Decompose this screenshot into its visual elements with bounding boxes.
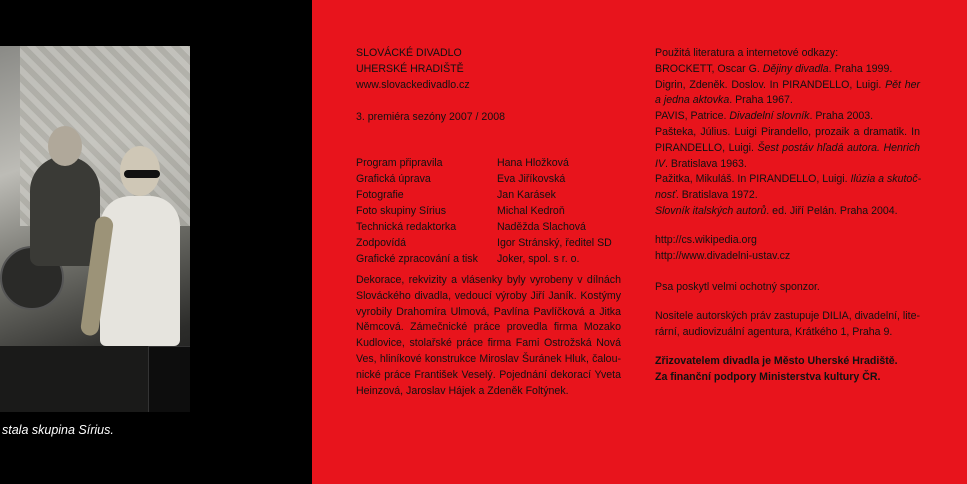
rights-line: rární, audiovizuální agentura, Krátkého 1, Praha 9. <box>655 325 893 338</box>
credit-name: Michal Kedroň <box>497 205 565 217</box>
credit-name: Joker, spol. s r. o. <box>497 253 580 265</box>
credit-role: Zodpovídá <box>356 237 407 249</box>
paragraph-line: Kudlovice, stolařské práce firma Fami Ostrožská Nová <box>356 337 621 350</box>
credit-name: Igor Stránský, ředitel SD <box>497 237 612 249</box>
rights-note <box>655 309 920 341</box>
literature-item: BROCKETT, Oscar G. Dějiny divadla. Praha 1999. <box>655 62 893 75</box>
credit-name: Jan Karásek <box>497 189 556 201</box>
credit-role: Grafická úprava <box>356 173 431 185</box>
literature-item: IV. Bratislava 1963. <box>655 157 747 170</box>
credit-name: Eva Jiříkovská <box>497 173 566 185</box>
literature-item: PAVIS, Patrice. Divadelní slovník. Praha 2003. <box>655 110 874 123</box>
link-wikipedia[interactable]: http://cs.wikipedia.org <box>655 234 757 246</box>
amplifier <box>148 346 190 412</box>
credit-role: Technická redaktorka <box>356 221 457 233</box>
paragraph-line: Slováckého divadla, vedoucí výroby Jiří Janík. Kostýmy <box>356 289 621 302</box>
band-photo <box>0 46 190 412</box>
literature-item: nosť. Bratislava 1972. <box>655 189 758 202</box>
paragraph-line: Němcová. Zámečnické práce provedla firma Mozako <box>356 321 621 334</box>
credit-name: Hana Hložková <box>497 157 569 169</box>
credit-role: Grafické zpracování a tisk <box>356 253 478 265</box>
credit-role: Foto skupiny Sírius <box>356 205 447 217</box>
literature-item: Pažitka, Mikuláš. In PIRANDELLO, Luigi. Ilúzia a skutoč- <box>655 173 922 186</box>
literature-item: Slovník italských autorů. ed. Jiří Pelán. Praha 2004. <box>655 204 898 217</box>
sponsor-note: Psa poskytl velmi ochotný sponzor. <box>655 281 820 293</box>
founder-note <box>655 354 920 386</box>
photo-caption: stala skupina Sírius. <box>2 423 114 437</box>
literature-heading: Použitá literatura a internetové odkazy: <box>655 47 839 59</box>
founder-line: Zřizovatelem divadla je Město Uherské Hradiště. <box>655 355 898 367</box>
literature-item: Pašteka, Július. Luigi Pirandello, prozaik a dramatik. In <box>655 125 920 138</box>
theatre-city: UHERSKÉ HRADIŠTĚ <box>356 63 464 75</box>
paragraph-line: Heinzová, Jaroslav Hájek a Zdeněk Foltýnek. <box>356 384 569 397</box>
paragraph-line: nické práce František Veselý. Pojednání dekorací Yveta <box>356 368 621 381</box>
credit-role: Program připravila <box>356 157 443 169</box>
production-paragraph <box>356 273 621 399</box>
premiere-line: 3. premiéra sezóny 2007 / 2008 <box>356 111 505 123</box>
paragraph-line: Ves, hliníkové konstrukce Miroslav Šuránek Hluk, čalou- <box>356 352 621 365</box>
link-divadelni-ustav[interactable]: http://www.divadelni-ustav.cz <box>655 250 791 262</box>
credit-name: Naděžda Slachová <box>497 221 586 233</box>
literature-block <box>655 46 920 220</box>
funding-line: Za finanční podpory Ministerstva kultury ČR. <box>655 370 881 383</box>
paragraph-line: Dekorace, rekvizity a vlásenky byly vyrobeny v dílnách <box>356 274 621 286</box>
credit-role: Fotografie <box>356 189 404 201</box>
literature-item: Digrin, Zdeněk. Doslov. In PIRANDELLO, Luigi. Pět her <box>655 78 921 91</box>
theatre-name: SLOVÁCKÉ DIVADLO <box>356 47 462 59</box>
theatre-url: www.slovackedivadlo.cz <box>356 79 470 91</box>
literature-item: a jedna aktovka. Praha 1967. <box>655 94 793 107</box>
rights-line: Nositele autorských práv zastupuje DILIA, divadelní, lite- <box>655 310 920 322</box>
paragraph-line: vyrobily Drahomíra Ulmová, Pavlína Pavlíčková a Jitka <box>356 305 621 318</box>
literature-item: PIRANDELLO, Luigi. Šest postáv hľadá autora. Henrich <box>655 141 921 154</box>
